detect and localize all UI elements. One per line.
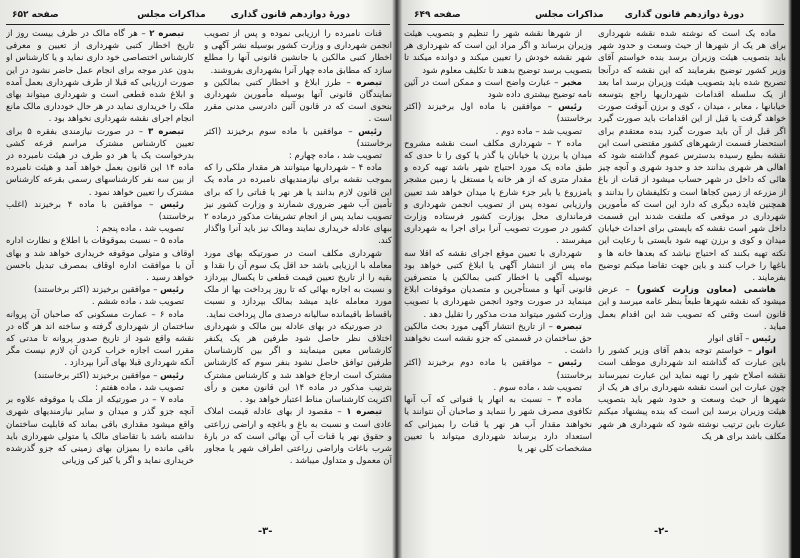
paragraph: [204, 162, 392, 247]
page-footer-number: -۳-: [258, 526, 273, 537]
speaker-label: رئیس: [752, 334, 776, 345]
paragraph-text: تصویب شد ، ماده ششم .: [91, 297, 184, 308]
paragraph: [6, 223, 194, 235]
paragraph-text: – موافقین با ماده ۴ برخیزند (اغلب برخاستند): [6, 199, 194, 223]
paragraph-text: تصویب شد ، ماده چهارم :: [288, 151, 382, 162]
paragraph: [6, 296, 194, 308]
speaker-label: تبصره ۱: [346, 407, 382, 418]
session-title: دورهٔ دوازدهم قانون گذاری: [624, 10, 744, 20]
paragraph: [404, 321, 592, 358]
paragraph-text: ماده ۳ – نسبت به انهار یا قنواتی که آب آنها تکافوی مصرف شهر را ننماید و صاحبان آن نتوانند یا نخواهند مقدار آب هر نهر یا قنات را بمیزانی که استعداد دارد برساند شهرداری میتواند با تعیین مشخصات کلی نهر یا: [404, 395, 592, 454]
paragraph-text: – مقصود از بهای عادله قیمت املاک عادی است و نسبت به باغ و باغچه و اراضی زراعتی و حقوق نهر یا قنات آب آن بهائی است که در بارهٔ شرب باغات واراضی زراعتی اطراف شهر یا مجاور آن معمول و متداول میباشد .: [204, 407, 392, 467]
paragraph-text: در صورتیکه در بهای عادله بین مالک و شهرداری اختلاف نظر حاصل شود طرفین هر یک یکنفر کارشناس معین مینمایند و اگر بین کارشناسان طرفین توافق حاصل نشود بنفر سوم که کارشناس مشترک است ارجاع خواهد شد و کارشناس مشترک بترتیب مذکور در ماده ۱۴ این قانون معین و رأی اکثریت کارشناسان مناط اعتبار خواهد بود .: [204, 321, 392, 406]
paragraph: [204, 321, 392, 406]
paragraph: [204, 28, 392, 77]
paragraph-text: ماده یک است که نوشته شده نقشه شهرداری برای هر یک از شهرها از حیث وسعت و حدود شهر باید بتصویب هیئت وزیران برسد بنده خواستم آقای وزیر کشور توضیح بفرمایند که این نقشه که درآنجا تصریح شده باید بتصویب هیئت وزیران برسد اما بعد از یک سلسله اقدامات شهرداریها راجع بتوسعه خیابانها ، معابر ، میدان ، کوی و برزن آنوقت صورت خواهد گرفت یا قبل از این اقدامات باید صورت گیرد اگر قبل از آن باید صورت گیرد بنده معتقدم برای استحضار قسمت ازشهرهای کشور مقتضی است این نقشه بطبع رسیده بدسترس عموم گذاشته شود که اهالی هر شهری بدانند حد و حدود شهری و آنچه چیز هائی که داخل در شهر حساب میشود از قنات از باغ از مزرعه از زمین کجاها است و تکلیفشان را بدانند و همچنین فایده دیگری که دارد این است که مأمورین شهرداری در موقعی که ملتفت شدند این قسمت داخل شهر است نقشه که بایستی برای احداث خیابان میدان و کوی و برزن تهیه شود بایستی با رعایت این نکته تهیه بکنند که احتیاج نباشد که بعدها خانه ها و باغها را خراب کنند و باین جهت تقاضا میکنم توضیح بفرمایند .: [598, 29, 786, 284]
speaker-label: انوار: [756, 346, 776, 357]
page-footer-number: -۲-: [654, 526, 669, 537]
paragraph: [6, 235, 194, 284]
speaker-label: تبصره ۲: [149, 29, 184, 39]
text-column: [204, 28, 392, 518]
paragraph: [404, 248, 592, 321]
paragraph-text: تصویب شد ، ماده پنجم :: [96, 224, 184, 235]
paragraph-text: ماده ۲ – شهرداری مکلف است نقشه مشروح میدان یا برزن یا خیابان یا گذر یا کوی را تا حدی که طبق ماده یک مورد احتیاج شهر باشد تهیه کرده و مقدار متری که از هر خانه یا مستغل یا زمین مشجر یامزروع یا بایر جزء شارع یا میدان خواهد شد تعیین وارزیابی نموده پس از تصویب انجمن شهرداری و فرمانداری محل بوزارت کشور فرستاده وزارت کشور در صورت تصویب آنرا برای اجرا به شهرداری میفرستد .: [404, 138, 592, 247]
left-page: [0, 0, 396, 558]
paragraph-text: تصویب شد ، ماده سوم .: [493, 382, 582, 393]
paragraph: [404, 394, 592, 455]
paragraph-text: ماده ۶ – عمارت مسکونی که صاحبان آن پروانه ساختمان از شهرداری گرفته و ساخته اند هر گاه در نقشه واقع شود از تاریخ صدور پروانه تا مدتی که مقرر است اجازه خراب کردن آن لازم نیست مگر آنکه شهرداری قبلا بهای آنرا بپردازد .: [6, 309, 194, 369]
paragraph: [6, 284, 194, 296]
speaker-label: رئیس: [558, 358, 582, 369]
paragraph: [6, 199, 194, 223]
speaker-label: رئیس: [358, 126, 382, 137]
paragraph-text: ماده ۴ – شهرداریها میتوانند هر مقدار ملکی را که بموجب نقشه برای نیازمندیهای نامبرده در ماده یک این قانون لازم بدانند یا هر نهر یا قناتی را که برای تأمین آب شهر ضروری شمارند و وزارت کشور نیز تصویب نماید پس از انجام تشریفات مذکور درماده ۲ ببهای عادله خریداری نمایند ومالک نیز باید آنرا واگذار کند.: [204, 163, 392, 247]
paragraph: [598, 333, 786, 345]
publication-title: مذاکرات مجلس: [137, 10, 206, 20]
paragraph: [404, 382, 592, 394]
speaker-label: تبصره: [356, 77, 382, 88]
paragraph: [204, 406, 392, 467]
speaker-label: هاشمی (معاون وزارت کشور): [636, 285, 776, 296]
paragraph: [404, 28, 592, 77]
speaker-label: رئیس: [558, 102, 582, 113]
paragraph: [6, 370, 194, 382]
paragraph-text: – در صورت نیازمندی بفقره ۵ برای تعیین کارشناس مشترک مراسم قرعه کشی بدرخواست یک یا هر دو طرف در هیئت نامبرده در ماده ۱۴ این قانون بعمل خواهد آمد و هیئت نامبرده از بین سه نفر کارشناسهای رسمی بقرعه کارشناس مشترک را تعیین خواهد نمود .: [6, 126, 194, 198]
paragraph: [404, 357, 592, 381]
speaker-label: مخبر: [561, 77, 582, 88]
paragraph-text: قنات نامبرده را ارزیابی نموده و پس از تصویب انجمن شهرداری و وزارت کشور بوسیله نشر آگهی و اخطار کتبی مالکین یا جانشین قانونی آنها را مطلع سازد که مطابق ماده چهار آنرا بشهرداری بفروشند.: [204, 29, 392, 76]
paragraph-text: – خواستم توجه بدهم آقای وزیر کشور را باین عبارت که گذاشته اند شهرداری موظف است نقشه اصلاح شهر را تهیه نماید این عبارت نمیرساند چون عبارت این است نقشه شهرداری برای هر یک از شهرها از حیث وسعت و حدود شهر باید بتصویب هیئت وزیران برسد این است که بنده پیشنهاد میکنم عبارت باین ترتیب نوشته شود که شهرداری هر شهر مکلف باشد برای هر یک: [598, 346, 786, 442]
paragraph-text: – موافقین برخیزند (اکثر برخاستند): [34, 285, 161, 296]
paragraph-text: – عبارت واضح است و ممکن است در آئین نامه توضیح بیشتری داده شود: [404, 77, 592, 101]
right-page: [402, 0, 790, 558]
page-header: [408, 8, 784, 25]
publication-title: مذاکرات مجلس: [535, 10, 604, 20]
paragraph-text: از شهرها نقشه شهر را تنظیم و بتصویب هیئت وزیران برساند و اگر مراد این است که شهرداری هر شهر نقشه خودش را تعیین میکند و دوانده میکند تا بتصویب برسد توضیح بدهند تا تکلیف معلوم شود: [404, 29, 592, 76]
page-number: صفحه ۶۴۹: [414, 10, 461, 20]
text-column: [404, 28, 592, 518]
paragraph: [6, 126, 194, 199]
paragraph: [6, 382, 194, 394]
paragraph: [204, 150, 392, 162]
paragraph-text: – موافقین برخیزند (اکثر برخاستند): [34, 370, 161, 381]
paragraph-text: – موافقین با ماده اول برخیزند (اکثر برخاستند): [404, 102, 592, 125]
page-number: صفحه ۶۵۲: [12, 10, 59, 20]
paragraph: [598, 284, 786, 333]
speaker-label: رئیس: [160, 285, 184, 296]
paragraph: [204, 248, 392, 321]
speaker-label: تبصره: [556, 321, 582, 332]
paragraph: [404, 126, 592, 138]
text-column: [6, 28, 194, 518]
paragraph: [6, 28, 194, 126]
speaker-label: رئیس: [160, 199, 184, 210]
text-column: [598, 28, 786, 518]
paragraph: [404, 138, 592, 248]
paragraph: [598, 28, 786, 284]
paragraph-text: شهرداری مکلف است در صورتیکه بهای مورد معامله با ارزیابی باشد حد اقل یک سوم آن را نقدا و بقیه را از تاریخ تعیین قیمت قطعی تا یکسال بپردازد و نسبت به اجاره بهائی که تا روز پرداخت بها از ملک مورد معامله عاید میشد بمالک بپردازد و نسبت باقساط باقیمانده سالیانه درصدی مال پرداخت نماید.: [204, 248, 392, 320]
paragraph-text: – هر گاه مالک در ظرف بیست روز از تاریخ اخطار کتبی شهرداری از تعیین و معرفی کارشناس اختصاصی خود داری نماید و یا کارشناس او بدون عذر موجه برای انجام عمل حاضر نشود در این صورت ارزیابی که قبلا از طرف شهرداری بعمل آمده و ابلاغ شده قطعی است و شهرداری میتواند بهای ملک را خریداری نماید در هر حال خودداری مالک مانع انجام اجرای نقشه شهرداری نخواهد بود .: [6, 29, 194, 125]
page-header: [6, 8, 390, 25]
speaker-label: رئیس: [160, 370, 184, 381]
paragraph-text: تصویب شد ، ماده هفتم :: [95, 382, 184, 393]
session-title: دورهٔ دوازدهم قانون گذاری: [230, 10, 350, 20]
paragraph-text: تصویب شد – ماده دوم .: [495, 126, 582, 137]
speaker-label: تبصره ۳: [147, 126, 184, 137]
paragraph-text: ماده ۵ – نسبت بموقوفات با اطلاع و نظارت اداره اوقاف و متولی موقوفه خریداری خواهد شد و بهای آن با موافقت اداره اوقاف بمصرف تبدیل باحسن خواهد رسید .: [6, 236, 194, 284]
paragraph-text: – آقای انوار: [708, 334, 753, 345]
paragraph: [204, 77, 392, 126]
paragraph-text: – موافقین با ماده سوم برخیزند (اکثر برخاستند): [204, 126, 392, 149]
paragraph: [6, 394, 194, 467]
paragraph-text: ماده ۷ – در صورتیکه از ملک یا موقوفه علاوه بر آنچه جزو گذر و میدان و سایر نیازمندیهای شهری واقع میشود مقداری باقی بماند که قابلیت ساختمان نداشته باشد با تقاضای مالک یا متولی شهرداری باید باقی مانده را بمیزان بهای زمینی که جزو گذرشده خریداری نماید و اگر یا کیز کی وزیانی: [6, 395, 194, 467]
paragraph: [6, 309, 194, 370]
paragraph: [404, 101, 592, 125]
paragraph-text: شهرداری با تعیین موقع اجرای نقشه که اقلا سه ماه پس از انتشار آگهی یا ابلاغ کتبی خواهد بود بوسیله آگهی یا اخطار کتبی بمالکین یا متصرفین قانونی آنها و مستأجرین و متصدیان موقوفات ابلاغ مینماید در صورت وجود انجمن شهرداری با تصویب وزارت کشور میتواند مدت مذکور را تقلیل دهد .: [404, 248, 592, 320]
paragraph: [598, 345, 786, 443]
paragraph: [404, 77, 592, 101]
paragraph-text: – از تاریخ انتشار آگهی مورد بحث مالکین حق ساختمان در قسمتی که جزو نقشه است نخواهند داشت .: [404, 321, 592, 357]
paragraph-text: – عرض میشود که نقشه شهرها طبعاً بنظر عامه میرسد و این قانون است وقتی که تصویب شد این اقدام بعمل میاید .: [598, 285, 786, 332]
paragraph-text: – طرز ابلاغ و اخطار کتبی بمالکین و نمایندگان قانونی آنها بوسیله مأمورین شهرداری بنحوی است که در قانون آئین دادرسی مدنی مقرر است .: [204, 77, 392, 125]
paragraph-text: – موافقین با ماده دوم برخیزند (اکثر برخاستند): [404, 358, 592, 381]
paragraph: [204, 126, 392, 150]
